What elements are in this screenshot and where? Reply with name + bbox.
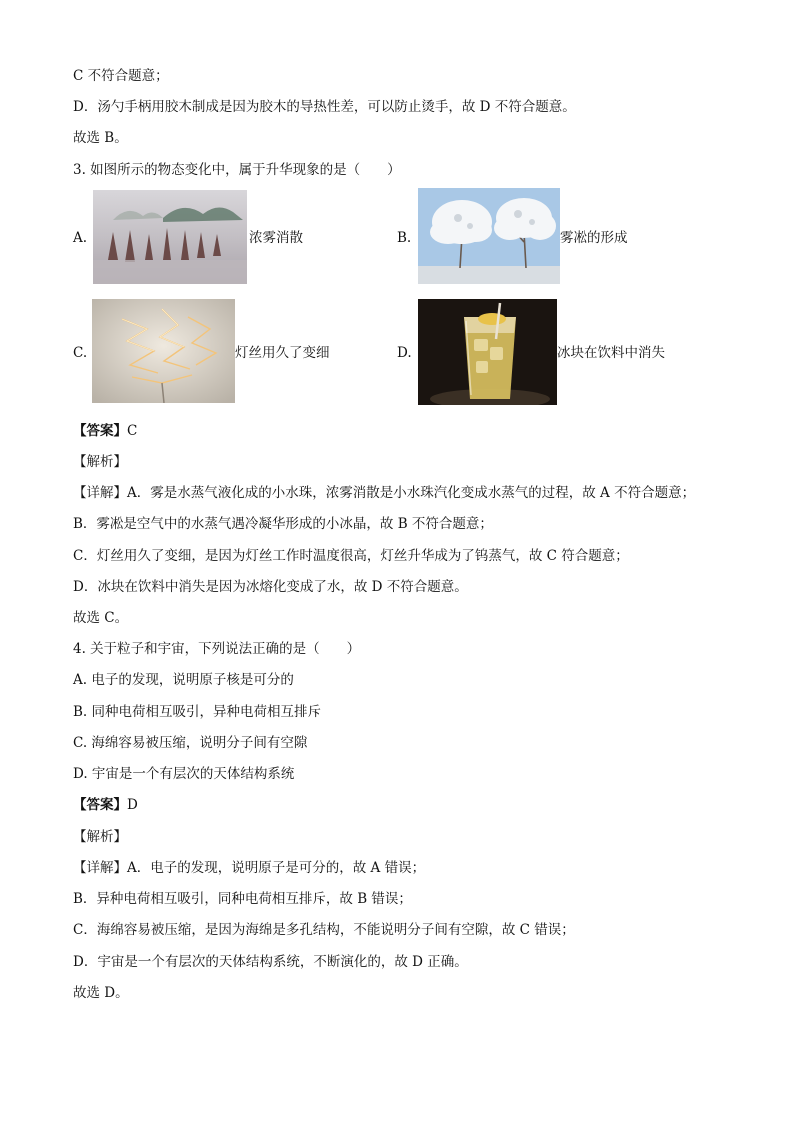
prev-line-2: D．汤勺手柄用胶木制成是因为胶木的导热性差，可以防止烫手，故 D 不符合题意。 (73, 99, 576, 115)
q3-answer-value: C (127, 423, 138, 439)
q4-option-a: A. 电子的发现，说明原子核是可分的 (73, 672, 294, 688)
q3-detail-a-line (73, 483, 695, 503)
q4-detail-c: C．海绵容易被压缩，是因为海绵是多孔结构，不能说明分子间有空隙，故 C 错误； (73, 922, 575, 938)
prev-conclusion: 故选 B。 (73, 130, 128, 146)
q3-option-c-caption: 灯丝用久了变细 (235, 345, 330, 361)
q3-conclusion: 故选 C。 (73, 610, 129, 626)
q3-answer-line (73, 421, 137, 441)
q3-option-a-letter: A. (73, 230, 88, 246)
q4-detail-a: A．电子的发现，说明原子是可分的，故 A 错误； (127, 860, 426, 876)
q3-detail-a: A．雾是水蒸气液化成的小水珠，浓雾消散是小水珠汽化变成水蒸气的过程，故 A 不符合题意； (127, 485, 696, 501)
q4-answer-line (73, 795, 138, 815)
q4-conclusion: 故选 D。 (73, 985, 129, 1001)
q4-detail-b: B．异种电荷相互吸引，同种电荷相互排斥，故 B 错误； (73, 891, 412, 907)
q3-option-a-caption: 浓雾消散 (249, 230, 303, 246)
q4-detail-a-line (73, 858, 425, 878)
fog-trees-photo (93, 190, 247, 284)
q4-stem: 4. 关于粒子和宇宙，下列说法正确的是（ ） (73, 641, 361, 657)
iced-drink-photo (418, 299, 557, 405)
q3-answer-tag: 【答案】 (73, 423, 127, 439)
q3-option-b-letter: B. (397, 230, 412, 246)
q3-detail-c: C．灯丝用久了变细，是因为灯丝工作时温度很高，灯丝升华成为了钨蒸气，故 C 符合题意； (73, 548, 629, 564)
q3-detail-d: D．冰块在饮料中消失是因为冰熔化变成了水，故 D 不符合题意。 (73, 579, 468, 595)
q4-detail-d: D．宇宙是一个有层次的天体结构系统，不断演化的，故 D 正确。 (73, 954, 468, 970)
q4-answer-value: D (127, 797, 138, 813)
q4-option-b: B. 同种电荷相互吸引，异种电荷相互排斥 (73, 704, 322, 720)
q3-stem: 3. 如图所示的物态变化中，属于升华现象的是（ ） (73, 162, 401, 178)
q4-option-d: D. 宇宙是一个有层次的天体结构系统 (73, 766, 295, 782)
q3-option-d-caption: 冰块在饮料中消失 (557, 345, 665, 361)
q3-option-d-letter: D. (397, 345, 412, 361)
q4-detail-tag: 【详解】 (73, 860, 127, 876)
rime-trees-photo (418, 188, 560, 284)
light-bulb-filament-photo (92, 299, 235, 403)
q3-analysis-tag: 【解析】 (73, 454, 127, 470)
q4-analysis-tag: 【解析】 (73, 829, 127, 845)
q3-option-b-caption: 雾凇的形成 (560, 230, 628, 246)
q3-detail-b: B．雾凇是空气中的水蒸气遇冷凝华形成的小冰晶，故 B 不符合题意； (73, 516, 493, 532)
q4-answer-tag: 【答案】 (73, 797, 127, 813)
prev-line-1: C 不符合题意； (73, 68, 169, 84)
q3-detail-tag: 【详解】 (73, 485, 127, 501)
q4-option-c: C. 海绵容易被压缩，说明分子间有空隙 (73, 735, 308, 751)
q3-option-c-letter: C. (73, 345, 88, 361)
